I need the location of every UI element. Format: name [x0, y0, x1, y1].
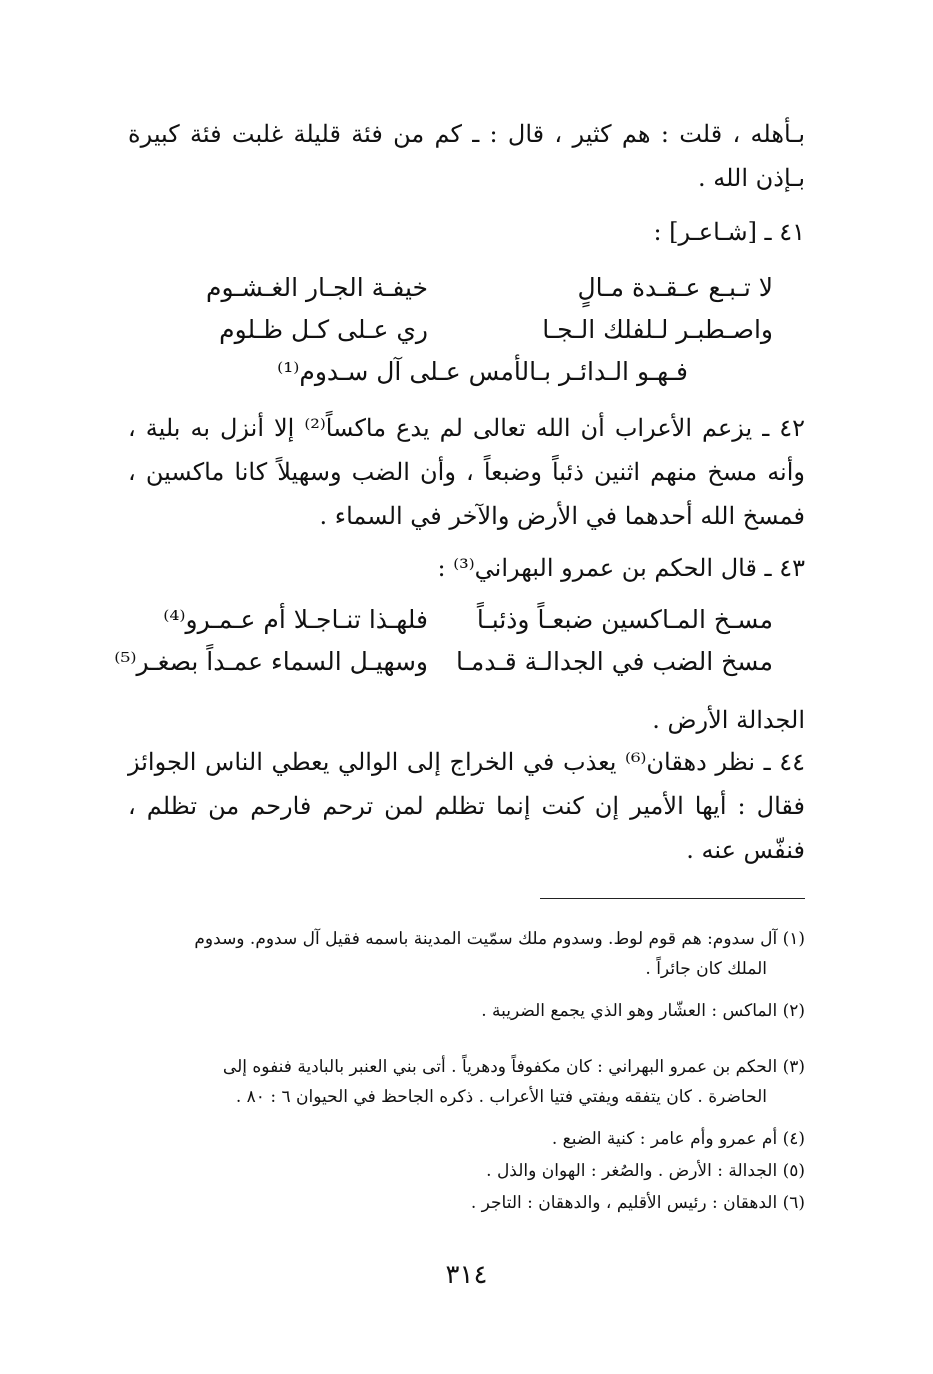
footnote-3: [128, 1052, 805, 1112]
footnote-1-line-2: الملك كان جائراً .: [645, 959, 767, 979]
verse-43-1-left: فلهـذا تنـاجـلا أم عـمـرو⁽⁴⁾: [163, 605, 428, 634]
verse-41-2-left: ري عـلى كـل ظـلوم: [219, 315, 428, 344]
verse-41-1-right: لا تـبـع عـقـدة مـالٍ: [577, 273, 773, 302]
verse-41-3: فـهـو الـدائـر بـالأمس عـلى آل سـدوم⁽¹⁾: [277, 357, 688, 386]
page-number: ٣١٤: [445, 1260, 488, 1290]
verse-43-2-right: مسخ الضب في الجدالـة قـدمـا: [455, 647, 773, 676]
verse-43-1-right: مسـخ المـاكسين ضبعـاً وذئبـاً: [476, 605, 773, 634]
footnote-6: (٦) الدهقان : رئيس الأقليم ، والدهقان : التاجر .: [470, 1193, 805, 1213]
footnote-3-line-1: (٣) الحكم بن عمرو البهراني : كان مكفوفاً ودهرياً . أتى بني العنبر بالبادية فنفوه إلى: [222, 1057, 805, 1077]
heading-43: ٤٣ ـ قال الحكم بن عمرو البهراني⁽³⁾ :: [437, 554, 805, 582]
paragraph-43-note: الجدالة الأرض .: [652, 706, 805, 734]
verse-41-2-right: واصـطبـر لـلفلك الـجـا: [542, 315, 773, 344]
heading-41: ٤١ ـ [شـاعـر] :: [653, 218, 805, 246]
paragraph-40-end: بـأهله ، قلت : هم كثير ، قال : ـ كم من فئة قليلة غلبت فئة كبيرة بـإذن الله .: [128, 120, 805, 192]
paragraph-44: ٤٤ ـ نظر دهقان⁽⁶⁾ يعذب في الخراج إلى الوالي يعطي الناس الجوائز فقال : أيها الأمير إن كنت إنما تظلم لمن ترحم فارحم من تظلم ، فنفّس عنه .: [128, 748, 805, 864]
footnote-5: (٥) الجدالة : الأرض . والصُغر : الهوان والذل .: [486, 1161, 805, 1181]
footnote-2: (٢) الماكس : العشّار وهو الذي يجمع الضريبة .: [481, 1001, 805, 1021]
verse-43-2-left: وسهيـل السماء عمـداً بصغـر⁽⁵⁾: [114, 647, 428, 676]
footnote-3-line-2: الحاضرة . كان يتفقه ويفتي فتيا الأعراب . ذكره الجاحظ في الحيوان ٦ : ٨٠ .: [235, 1087, 767, 1107]
paragraph-42: ٤٢ ـ يزعم الأعراب أن الله تعالى لم يدع ماكساً⁽²⁾ إلا أنزل به بلية ، وأنه مسخ منهم اثنين ذئباً وضبعاً ، وأن الضب وسهيلاً كانا ماكسين ، فمسخ الله أحدهما في الأرض والآخر في السماء .: [128, 414, 805, 530]
footnote-4: (٤) أم عمرو وأم عامر : كنية الضبع .: [551, 1129, 805, 1149]
footnote-1: [128, 924, 805, 984]
footnote-divider: [540, 898, 805, 899]
footnote-1-line-1: (١) آل سدوم: هم قوم لوط. وسدوم ملك سمّيت المدينة باسمه فقيل آل سدوم. وسدوم: [194, 929, 805, 949]
verse-41-1-left: خيفـة الجـار الغـشـوم: [206, 273, 428, 302]
